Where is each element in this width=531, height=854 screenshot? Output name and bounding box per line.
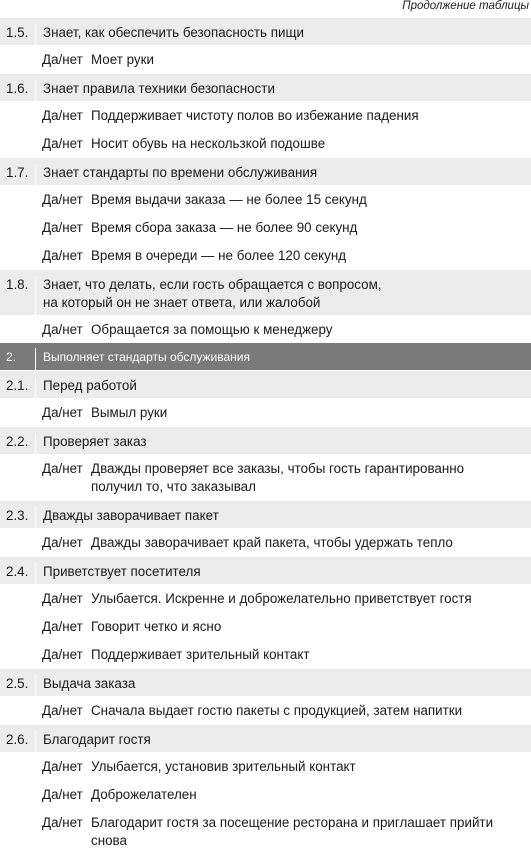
item-text: Улыбается. Искренне и доброжелательно приветствует гостя [91,591,472,606]
yes-no-mark: Да/нет [42,192,83,207]
checklist-item-row [0,584,531,612]
checklist-item-row [0,213,531,241]
row-number: 2.2. [6,434,29,449]
criterion-text: Выдача заказа [43,676,136,691]
checklist-item-row [0,612,531,640]
row-number: 2. [6,350,17,364]
yes-no-mark: Да/нет [42,647,83,662]
criterion-row [0,17,531,45]
yes-no-mark: Да/нет [42,619,83,634]
checklist-item-row [0,528,531,556]
item-text: Поддерживает зрительный контакт [91,647,310,662]
criterion-text: Знает правила техники безопасности [43,81,275,96]
item-text: Дважды заворачивает край пакета, чтобы удержать тепло [91,535,453,550]
criterion-text: Дважды заворачивает пакет [43,508,219,523]
item-text: Сначала выдает гостю пакеты с продукцией, затем напитки [91,703,463,718]
yes-no-mark: Да/нет [42,759,83,774]
item-text: Моет руки [91,52,154,67]
criterion-row [0,668,531,696]
yes-no-mark: Да/нет [42,815,83,830]
row-number: 1.8. [6,277,29,292]
row-number: 2.6. [6,732,29,747]
item-text: Время выдачи заказа — не более 15 секунд [91,192,367,207]
item-text: Время сбора заказа — не более 90 секунд [91,220,358,235]
item-text: Поддерживает чистоту полов во избежание падения [91,108,419,123]
item-text: Обращается за помощью к менеджеру [91,322,333,337]
table-continuation-caption: Продолжение таблицы [402,0,529,12]
row-number: 2.5. [6,676,29,691]
criterion-text: Приветствует посетителя [43,564,201,579]
checklist-item-row [0,45,531,73]
criterion-text: Проверяет заказ [43,434,147,449]
criterion-text: Перед работой [43,378,137,393]
yes-no-mark: Да/нет [42,52,83,67]
checklist-item-row [0,185,531,213]
criterion-row [0,500,531,528]
row-number: 1.7. [6,165,29,180]
criterion-text: Знает стандарты по времени обслуживания [43,165,318,180]
checklist-item-row [0,640,531,668]
item-text: Улыбается, установив зрительный контакт [91,759,356,774]
yes-no-mark: Да/нет [42,322,83,337]
yes-no-mark: Да/нет [42,136,83,151]
row-number: 1.5. [6,25,29,40]
yes-no-mark: Да/нет [42,591,83,606]
checklist-item-row [0,315,531,343]
checklist-item-row [0,808,531,854]
section-header-row [0,343,531,370]
yes-no-mark: Да/нет [42,535,83,550]
item-text: Доброжелателен [91,787,197,802]
criterion-row [0,724,531,752]
checklist-item-row [0,454,531,500]
section-title: Выполняет стандарты обслуживания [43,350,250,364]
criterion-row [0,157,531,185]
checklist-table [0,17,531,854]
checklist-item-row [0,752,531,780]
checklist-item-row [0,780,531,808]
row-number: 1.6. [6,81,29,96]
item-text: Время в очереди — не более 120 секунд [91,248,347,263]
yes-no-mark: Да/нет [42,703,83,718]
row-number: 2.3. [6,508,29,523]
checklist-item-row [0,696,531,724]
item-text: Носит обувь на нескользкой подошве [91,136,326,151]
row-number: 2.4. [6,564,29,579]
criterion-row [0,269,531,315]
criterion-text: Знает, как обеспечить безопасность пищи [43,25,304,40]
item-text: Благодарит гостя за посещение ресторана и приглашает прийти снова [91,815,494,848]
checklist-item-row [0,101,531,129]
criterion-row [0,426,531,454]
criterion-row [0,370,531,398]
yes-no-mark: Да/нет [42,108,83,123]
yes-no-mark: Да/нет [42,220,83,235]
criterion-row [0,556,531,584]
checklist-item-row [0,398,531,426]
criterion-row [0,73,531,101]
row-number: 2.1. [6,378,29,393]
item-text: Дважды проверяет все заказы, чтобы гость гарантированно получил то, что заказывал [91,461,465,494]
checklist-item-row [0,241,531,269]
criterion-text: Знает, что делать, если гость обращается с вопросом, на который он не знает ответа, или жалобой [43,277,382,310]
yes-no-mark: Да/нет [42,461,83,476]
item-text: Вымыл руки [91,405,168,420]
criterion-text: Благодарит гостя [43,732,151,747]
yes-no-mark: Да/нет [42,405,83,420]
checklist-item-row [0,129,531,157]
yes-no-mark: Да/нет [42,787,83,802]
item-text: Говорит четко и ясно [91,619,222,634]
yes-no-mark: Да/нет [42,248,83,263]
